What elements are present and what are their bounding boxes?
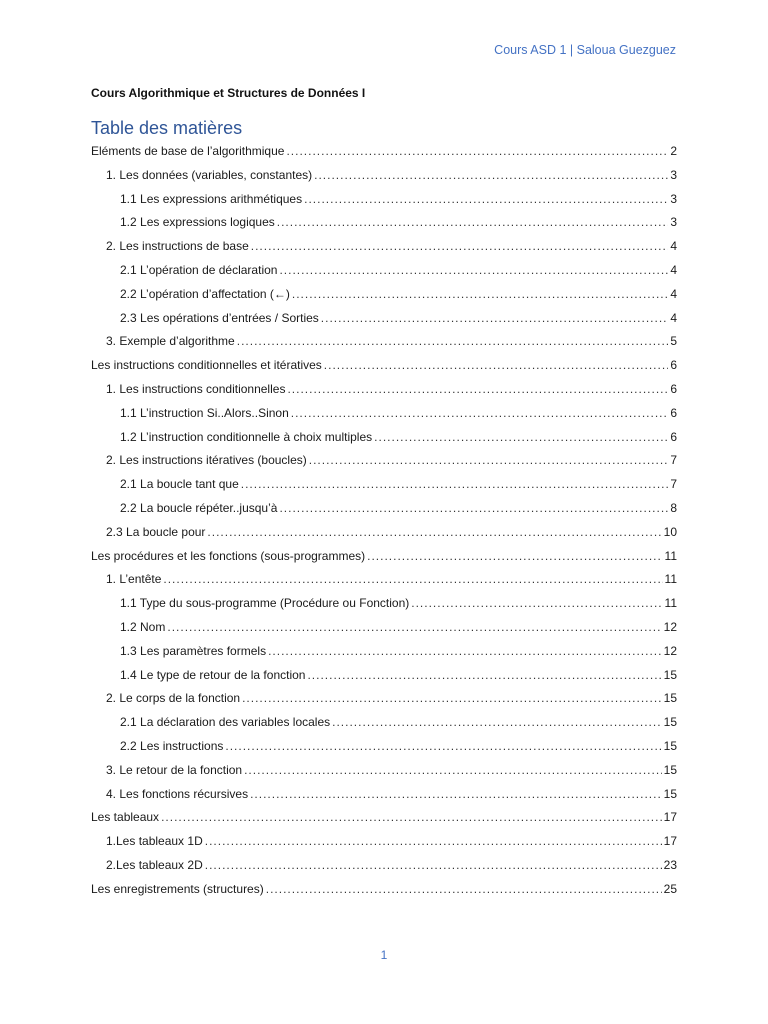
toc-entry-label[interactable]: 1.2 Nom [120, 619, 166, 634]
toc-dot-leader [268, 640, 662, 664]
toc-entry-page[interactable]: 15 [663, 691, 677, 706]
toc-dot-leader [309, 449, 669, 473]
toc-entry-label[interactable]: Les enregistrements (structures) [91, 881, 264, 896]
toc-dot-leader [314, 164, 668, 188]
toc-entry-page[interactable]: 11 [664, 596, 677, 611]
toc-entry-page[interactable]: 4 [670, 310, 677, 325]
toc-entry-page[interactable]: 25 [663, 881, 677, 896]
toc-entry-label[interactable]: Eléments de base de l’algorithmique [91, 144, 285, 158]
toc-entry-label[interactable]: 2.2 La boucle répéter..jusqu’à [120, 500, 278, 515]
toc-dot-leader [286, 140, 668, 164]
toc-entry-page[interactable]: 6 [670, 381, 677, 396]
toc-entry-label[interactable]: 1.Les tableaux 1D [106, 834, 203, 849]
toc-dot-leader [207, 521, 661, 545]
toc-dot-leader [225, 735, 661, 759]
toc-entry[interactable] [91, 854, 677, 878]
toc-entry[interactable] [91, 235, 677, 259]
toc-entry-label[interactable]: 1.3 Les paramètres formels [120, 643, 267, 658]
toc-entry[interactable] [91, 830, 677, 854]
toc-entry-page[interactable]: 7 [670, 477, 677, 492]
toc-entry[interactable] [91, 188, 677, 212]
toc-entry[interactable] [91, 806, 677, 830]
toc-entry[interactable] [91, 664, 677, 688]
toc-entry[interactable] [91, 449, 677, 473]
toc-dot-leader [292, 283, 668, 307]
toc-entry-page[interactable]: 6 [670, 429, 677, 444]
toc-heading: Table des matières [91, 118, 243, 138]
toc-entry[interactable] [91, 592, 677, 616]
toc-entry[interactable] [91, 568, 677, 592]
toc-entry-label[interactable]: 3. Exemple d’algorithme [106, 334, 235, 349]
toc-entry-page[interactable]: 15 [663, 786, 677, 801]
toc-entry-label[interactable]: 2.1 La boucle tant que [120, 477, 239, 492]
toc-entry-page[interactable]: 8 [670, 500, 677, 515]
toc-dot-leader [266, 878, 662, 902]
toc-dot-leader [307, 664, 661, 688]
toc-entry-page[interactable]: 15 [663, 715, 677, 730]
page-header: Cours ASD 1 | Saloua Guezguez [494, 43, 676, 57]
toc-entry-label[interactable]: 2.2 L’opération d’affectation (←) [120, 286, 290, 301]
toc-entry-page[interactable]: 4 [670, 286, 677, 301]
toc-entry[interactable] [91, 378, 677, 402]
toc-entry[interactable] [91, 640, 677, 664]
toc-entry-label[interactable]: 1.1 L’instruction Si..Alors..Sinon [120, 405, 289, 420]
toc-entry-page[interactable]: 11 [664, 548, 677, 563]
toc-dot-leader [205, 854, 662, 878]
course-title: Cours Algorithmique et Structures de Données I [91, 86, 366, 100]
toc-dot-leader [241, 473, 669, 497]
toc-entry-page[interactable]: 5 [670, 334, 677, 349]
toc-entry-page[interactable]: 7 [670, 453, 677, 468]
toc-dot-leader [250, 783, 662, 807]
toc-entry-label[interactable]: 1.1 Type du sous-programme (Procédure ou Fonction) [120, 596, 410, 611]
toc-dot-leader [332, 711, 662, 735]
toc-entry[interactable] [91, 711, 677, 735]
toc-dot-leader [237, 330, 669, 354]
toc-entry-page[interactable]: 4 [670, 262, 677, 277]
toc-entry-label[interactable]: 2. Le corps de la fonction [106, 691, 241, 706]
toc-entry[interactable] [91, 211, 677, 235]
toc-entry-label[interactable]: 2.3 La boucle pour [106, 524, 206, 539]
toc-entry-page[interactable]: 6 [670, 405, 677, 420]
toc-entry[interactable] [91, 783, 677, 807]
toc-dot-leader [167, 616, 661, 640]
toc-entry[interactable] [91, 735, 677, 759]
toc-entry[interactable] [91, 164, 677, 188]
toc-entry-page[interactable]: 2 [670, 144, 677, 158]
toc-entry-page[interactable]: 15 [663, 667, 677, 682]
toc-entry-label[interactable]: 2. Les instructions itératives (boucles) [106, 453, 307, 468]
toc-entry-label[interactable]: 1.2 Les expressions logiques [120, 215, 275, 230]
toc-entry-label[interactable]: 2.1 L’opération de déclaration [120, 262, 278, 277]
toc-entry-page[interactable]: 10 [663, 524, 677, 539]
toc-entry-label[interactable]: 2.2 Les instructions [120, 738, 224, 753]
toc-entry-label[interactable]: 1. Les données (variables, constantes) [106, 167, 313, 182]
toc-entry-page[interactable]: 12 [663, 643, 677, 658]
toc-entry-label[interactable]: 2. Les instructions de base [106, 239, 249, 254]
toc-entry[interactable] [91, 473, 677, 497]
toc-entry[interactable] [91, 283, 677, 307]
toc-entry-page[interactable]: 15 [663, 762, 677, 777]
toc-entry[interactable] [91, 687, 677, 711]
toc-dot-leader [374, 426, 668, 450]
toc-entry-label[interactable]: 1.1 Les expressions arithmétiques [120, 191, 303, 206]
toc-entry-label[interactable]: 1.2 L’instruction conditionnelle à choix multiples [120, 429, 373, 444]
toc-dot-leader [161, 806, 662, 830]
toc-dot-leader [205, 830, 662, 854]
toc-entry-label[interactable]: 3. Le retour de la fonction [106, 762, 243, 777]
toc-entry[interactable] [91, 354, 677, 378]
toc-dot-leader [279, 259, 668, 283]
page-number: 1 [380, 948, 388, 962]
toc-entry-page[interactable]: 3 [670, 215, 677, 230]
toc-entry-page[interactable]: 12 [663, 619, 677, 634]
toc-entry-page[interactable]: 23 [663, 857, 677, 872]
toc-entry[interactable] [91, 616, 677, 640]
toc-entry[interactable] [91, 259, 677, 283]
toc-dot-leader [277, 211, 669, 235]
toc-entry-page[interactable]: 4 [670, 239, 677, 254]
toc-entry-label[interactable]: 4. Les fonctions récursives [106, 786, 249, 801]
toc-entry[interactable] [91, 307, 677, 331]
toc-entry-label[interactable]: Les procédures et les fonctions (sous-programmes) [91, 548, 366, 563]
toc-dot-leader [163, 568, 662, 592]
toc-entry-label[interactable]: 2.1 La déclaration des variables locales [120, 715, 331, 730]
toc-entry-page[interactable]: 17 [663, 834, 677, 849]
toc-entry[interactable] [91, 402, 677, 426]
toc-entry-label[interactable]: 2.3 Les opérations d’entrées / Sorties [120, 310, 319, 325]
toc-dot-leader [411, 592, 662, 616]
toc-entry[interactable] [91, 497, 677, 521]
toc-entry-label[interactable]: Les instructions conditionnelles et itératives [91, 358, 322, 373]
toc-dot-leader [242, 687, 662, 711]
toc-dot-leader [287, 378, 668, 402]
toc-entry[interactable] [91, 426, 677, 450]
toc-entry-page[interactable]: 11 [664, 572, 677, 587]
toc-entry[interactable] [91, 140, 677, 164]
toc-entry[interactable] [91, 545, 677, 569]
toc-dot-leader [324, 354, 669, 378]
toc-entry-label[interactable]: 1. Les instructions conditionnelles [106, 381, 286, 396]
toc-dot-leader [321, 307, 669, 331]
toc-dot-leader [367, 545, 662, 569]
toc-entry-label[interactable]: 2.Les tableaux 2D [106, 857, 203, 872]
toc-entry[interactable] [91, 878, 677, 902]
toc-dot-leader [304, 188, 668, 212]
toc-dot-leader [279, 497, 668, 521]
table-of-contents [91, 140, 677, 902]
toc-entry-label[interactable]: 1.4 Le type de retour de la fonction [120, 667, 306, 682]
toc-dot-leader [244, 759, 662, 783]
toc-entry-page[interactable]: 6 [670, 358, 677, 373]
toc-dot-leader [251, 235, 669, 259]
toc-entry-page[interactable]: 3 [670, 191, 677, 206]
toc-dot-leader [291, 402, 669, 426]
toc-entry[interactable] [91, 521, 677, 545]
toc-entry[interactable] [91, 330, 677, 354]
toc-entry[interactable] [91, 759, 677, 783]
toc-entry-page[interactable]: 15 [663, 738, 677, 753]
toc-entry-label[interactable]: Les tableaux [91, 810, 160, 825]
toc-entry-page[interactable]: 17 [663, 810, 677, 825]
toc-entry-label[interactable]: 1. L’entête [106, 572, 162, 587]
toc-entry-page[interactable]: 3 [670, 167, 677, 182]
